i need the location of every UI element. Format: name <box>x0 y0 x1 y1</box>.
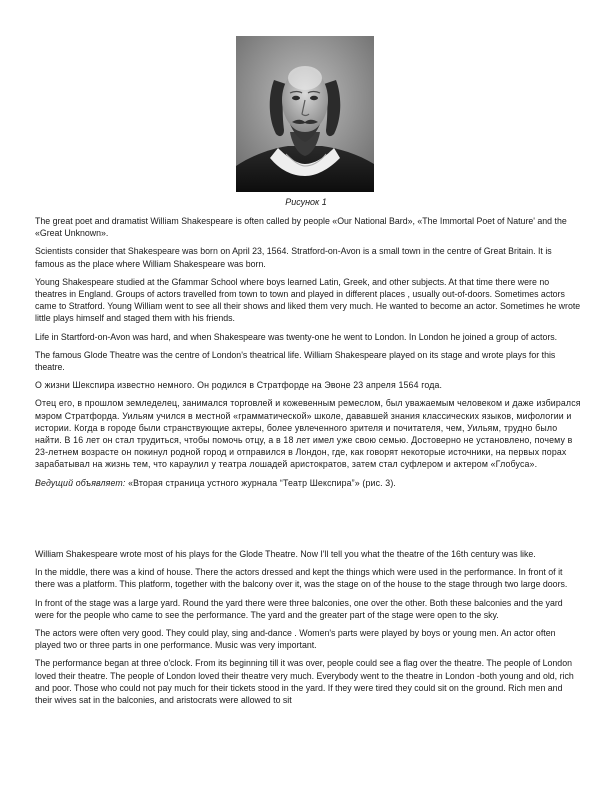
host-announcement <box>35 477 581 489</box>
paragraph: Life in Startford-on-Avon was hard, and when Shakespeare was twenty-one he went to London. In London he joined a group of actors. <box>35 331 558 342</box>
paragraph: The actors were often very good. They could play, sing and-dance . Women's parts were played by boys or young men. An actor often played two or three parts in one performance. Music was very important. <box>35 628 556 651</box>
paragraph: The famous Glode Theatre was the centre of London's theatrical life. William Shakespeare played on its stage and wrote plays for this theatre. <box>35 349 556 373</box>
paragraph: In the middle, there was a kind of house. There the actors dressed and kept the things which were used in the performance. In front of it there was a platform. This platform, together with the balcony over it, was the stage on of the house to the stage through two large doors. <box>35 567 568 590</box>
paragraph: The great poet and dramatist William Shakespeare is often called by people «Our National Bard», «The Immortal Poet of Nature' and the «Great Unknown». <box>35 216 567 239</box>
figure-caption: Рисунок 1 <box>285 197 327 207</box>
paragraph: Scientists consider that Shakespeare was born on April 23, 1564. Stratford-on-Avon is a small town in the centre of Great Britain. It is famous as the place where William Shakespeare was born. <box>35 246 552 269</box>
paragraph-russian: Отец его, в прошлом земледелец, занимался торговлей и кожевенным ремеслом, был уважаемым человеком и даже избирался мэром Стратфорда. Уильям учился в местной «грамматической» школе, дававшей знания классических языков, мифологии и истории. Когда в городе были странствующие актеры, более увлеченного зрителя и почитателя, чем, Уильям, трудно было найти. В 16 лет он стал трудиться, чтобы помочь отцу, а в 18 лет имел уже свою семью. Достоверно не установлено, почему в 23-летнем возрасте он покинул родной город и отправился в Лондон, где, как говорят некоторые источники, на первых порах зарабатывал на жизнь тем, что караулил у театра лошадей аристократов, затем стал суфлером и актером «Глобуса». <box>35 398 581 470</box>
paragraph: The performance began at three o'clock. From its beginning till it was over, people could see a flag over the theatre. The people of London loved their theatre. The people of London loved their theatre very much. Everybody went to the theatre in London -both young and old, rich and poor. Those who could not pay much for their tickets stood in the yard. If they were tired they could sit on the ground. Rich men and their wives sat in the balconies, and aristocrats were allowed to sit <box>35 658 574 706</box>
paragraph: Young Shakespeare studied at the Gfammar School where boys learned Latin, Greek, and other subjects. At that time there were no theatres in England. Groups of actors travelled from town to town and played in different places , usually out-of-doors. Sometimes actors came to Stratford. Young William went to see all their shows and liked them very much. He wanted to become an actor. Sometimes he wrote little plays himself and staged them with his friends. <box>35 276 581 324</box>
section-2 <box>35 548 581 712</box>
host-text: «Вторая страница устного журнала “Театр Шекспира”» (рис. 3). <box>125 477 397 488</box>
shakespeare-portrait <box>236 36 374 192</box>
host-label: Ведущий объявляет: <box>35 477 126 488</box>
section-1 <box>35 215 581 495</box>
paragraph: William Shakespeare wrote most of his plays for the Glode Theatre. Now I'll tell you what the theatre of the 16th century was like. <box>35 549 536 559</box>
paragraph: In front of the stage was a large yard. Round the yard there were three balconies, one over the other. Both these balconies and the yard were for the people who came to see the performance. The yard and the greater part of the stage were open to the sky. <box>35 597 563 620</box>
paragraph-russian: О жизни Шекспира известно немного. Он родился в Стратфорде на Эвоне 23 апреля 1564 года. <box>35 380 443 391</box>
